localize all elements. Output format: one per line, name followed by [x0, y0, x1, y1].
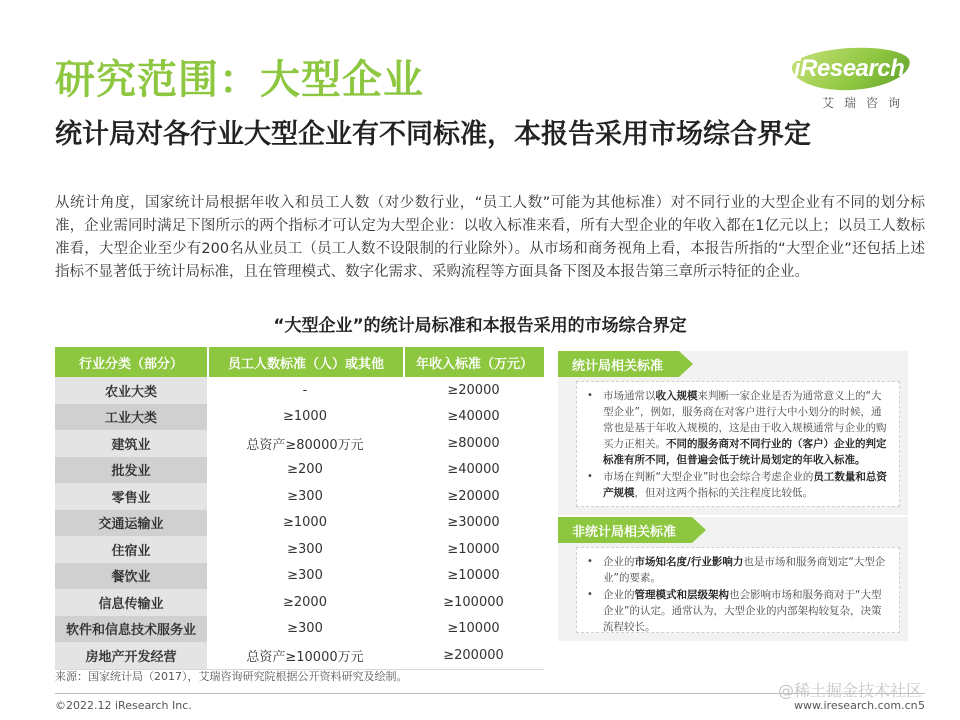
table-row: [55, 510, 544, 537]
header-revenue: 年收入标准（万元）: [403, 347, 544, 377]
cell-industry: 住宿业: [55, 536, 207, 563]
footer-divider: [55, 693, 925, 694]
industry-standards-table: [55, 347, 544, 670]
table-body: [55, 377, 544, 670]
table-header-row: [55, 347, 544, 377]
cell-employees: ≥1000: [207, 404, 403, 431]
bullet-item: [587, 587, 889, 635]
cell-employees: -: [207, 377, 403, 404]
table-row: [55, 563, 544, 590]
logo-text: iResearch: [794, 55, 905, 82]
cell-employees: ≥300: [207, 536, 403, 563]
bullet-dot-icon: •: [587, 390, 593, 401]
bullet-text: 企业的市场知名度/行业影响力也是市场和服务商划定“大型企业”的要素。: [603, 556, 886, 584]
cell-industry: 工业大类: [55, 404, 207, 431]
bullet-dot-icon: •: [587, 471, 593, 482]
cell-industry: 零售业: [55, 483, 207, 510]
iresearch-logo: [792, 48, 914, 112]
cell-industry: 软件和信息技术服务业: [55, 616, 207, 643]
cell-revenue: ≥200000: [403, 642, 544, 669]
table-row: [55, 589, 544, 616]
figure-title: “大型企业”的统计局标准和本报告采用的市场综合界定: [273, 316, 687, 336]
cell-employees: 总资产≥80000万元: [207, 430, 403, 457]
cell-revenue: ≥10000: [403, 536, 544, 563]
cell-revenue: ≥80000: [403, 430, 544, 457]
table-row: [55, 404, 544, 431]
cell-revenue: ≥30000: [403, 510, 544, 537]
cell-industry: 交通运输业: [55, 510, 207, 537]
table-row: [55, 616, 544, 643]
bullet-text: 市场通常以收入规模来判断一家企业是否为通常意义上的“大型企业”，例如，服务商在对客户进行大中小划分的时候，通常也是基于年收入规模的，这是由于收入规模通常与企业的购买力正相关。不同的服务商对不同行业的（客户）企业的判定标准有所不同，但普遍会低于统计局划定的年收入标准。: [603, 390, 887, 466]
cell-revenue: ≥10000: [403, 563, 544, 590]
bullet-item: [587, 469, 889, 501]
source-note: 来源：国家统计局（2017），艾瑞咨询研究院根据公开资料研究及绘制。: [55, 670, 408, 683]
non-stats-bureau-box: [576, 547, 900, 633]
cell-employees: ≥200: [207, 457, 403, 484]
cell-employees: 总资产≥10000万元: [207, 642, 403, 669]
bullet-item: [587, 388, 889, 468]
cell-employees: ≥300: [207, 616, 403, 643]
cell-employees: ≥300: [207, 563, 403, 590]
cell-employees: ≥300: [207, 483, 403, 510]
bullet-dot-icon: •: [587, 589, 593, 600]
logo-cn-text: 艾瑞咨询: [822, 96, 911, 110]
cell-revenue: ≥40000: [403, 457, 544, 484]
header-industry: 行业分类（部分）: [55, 347, 207, 377]
cell-industry: 农业大类: [55, 377, 207, 404]
stats-bureau-tag: 统计局相关标准: [558, 351, 679, 377]
table-row: [55, 457, 544, 484]
cell-industry: 信息传输业: [55, 589, 207, 616]
cell-industry: 房地产开发经营: [55, 642, 207, 669]
non-stats-bureau-panel: [558, 517, 908, 641]
page-title: 研究范围：大型企业: [55, 57, 424, 103]
bullet-text: 企业的管理模式和层级架构也会影响市场和服务商对于“大型企业”的认定。通常认为，大型企业的内部架构较复杂，决策流程较长。: [603, 589, 882, 633]
cell-industry: 餐饮业: [55, 563, 207, 590]
cell-industry: 建筑业: [55, 430, 207, 457]
cell-revenue: ≥100000: [403, 589, 544, 616]
cell-revenue: ≥40000: [403, 404, 544, 431]
bullet-dot-icon: •: [587, 556, 593, 567]
page-number: 5: [918, 699, 925, 712]
table-row: [55, 642, 544, 669]
stats-bureau-panel: [558, 351, 908, 515]
cell-revenue: ≥20000: [403, 483, 544, 510]
cell-industry: 批发业: [55, 457, 207, 484]
header-employees: 员工人数标准（人）或其他: [207, 347, 403, 377]
cell-revenue: ≥20000: [403, 377, 544, 404]
bullet-text: 市场在判断“大型企业”时也会综合考虑企业的员工数量和总资产规模，但对这两个指标的关注程度比较低。: [603, 471, 887, 499]
watermark: @稀土掘金技术社区: [778, 681, 923, 700]
copyright: ©2022.12 iResearch Inc.: [55, 699, 192, 712]
table-row: [55, 377, 544, 404]
bullet-item: [587, 554, 889, 586]
table-row: [55, 536, 544, 563]
table-row: [55, 483, 544, 510]
non-stats-bureau-tag: 非统计局相关标准: [558, 517, 692, 543]
cell-employees: ≥2000: [207, 589, 403, 616]
cell-revenue: ≥10000: [403, 616, 544, 643]
cell-employees: ≥1000: [207, 510, 403, 537]
table-row: [55, 430, 544, 457]
intro-paragraph: 从统计角度，国家统计局根据年收入和员工人数（对少数行业，“员工人数”可能为其他标准）对不同行业的大型企业有不同的划分标准，企业需同时满足下图所示的两个指标才可认定为大型企业：以收入标准来看，所有大型企业的年收入都在1亿元以上；以员工人数标准看，大型企业至少有200名从业员工（员工人数不设限制的行业除外）。从市场和商务视角上看，本报告所指的“大型企业”还包括上述指标不显著低于统计局标准，且在管理模式、数字化需求、采购流程等方面具备下图及本报告第三章所示特征的企业。: [55, 195, 925, 280]
website-link[interactable]: www.iresearch.com.cn: [794, 699, 918, 712]
stats-bureau-box: [576, 381, 900, 507]
page-subtitle: 统计局对各行业大型企业有不同标准，本报告采用市场综合界定: [55, 119, 811, 150]
